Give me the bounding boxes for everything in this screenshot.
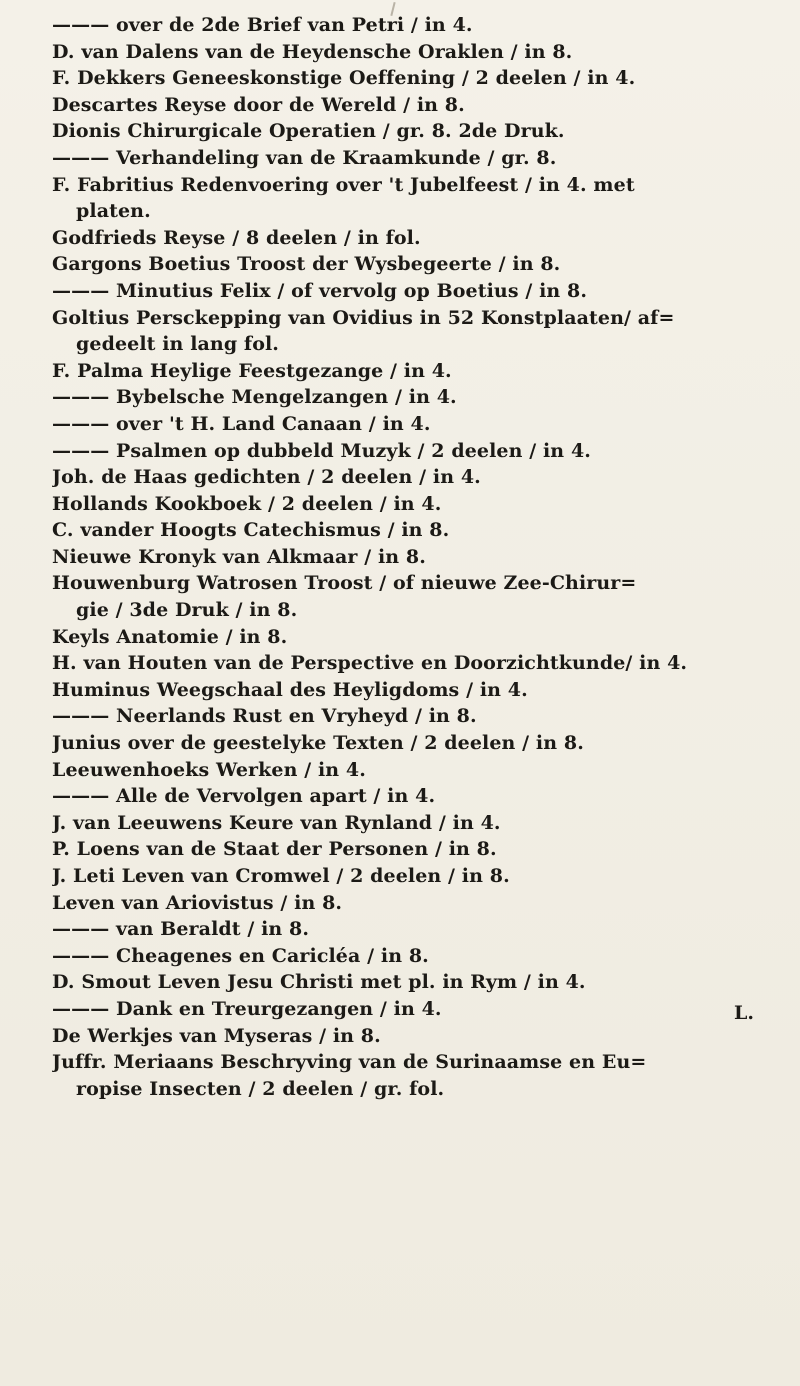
catalog-entry: J. Leti Leven van Cromwel / 2 deelen / in 8. bbox=[52, 865, 510, 887]
catalog-entry: Houwenburg Watrosen Troost / of nieuwe Zee-Chirur= bbox=[52, 572, 637, 595]
catalog-entry: P. Loens van de Staat der Personen / in 8. bbox=[52, 838, 497, 861]
catalog-entry: J. van Leeuwens Keure van Rynland / in 4. bbox=[52, 811, 501, 834]
catalog-entry: D. van Dalens van de Heydensche Oraklen / in 8. bbox=[52, 40, 573, 63]
catalog-entry: Godfrieds Reyse / 8 deelen / in fol. bbox=[52, 226, 421, 249]
catalog-entry: ——— Neerlands Rust en Vryheyd / in 8. bbox=[52, 705, 477, 728]
catalog-entry: Leven van Ariovistus / in 8. bbox=[52, 891, 343, 914]
catalog-entry: Huminus Weegschaal des Heyligdoms / in 4. bbox=[52, 678, 528, 701]
catalog-entry: ——— Alle de Vervolgen apart / in 4. bbox=[52, 785, 436, 808]
catalog-entry: F. Fabritius Redenvoering over 't Jubelfeest / in 4. met bbox=[52, 173, 635, 196]
catalog-entry: gedeelt in lang fol. bbox=[76, 333, 280, 356]
catalog-entry: F. Palma Heylige Feestgezange / in 4. bbox=[52, 359, 452, 382]
catalog-entry: Gargons Boetius Troost der Wysbegeerte / in 8. bbox=[52, 253, 561, 276]
catalog-entry: ——— Verhandeling van de Kraamkunde / gr. 8. bbox=[52, 146, 557, 169]
catalog-entry: Junius over de geestelyke Texten / 2 deelen / in 8. bbox=[52, 732, 584, 755]
catalog-entry: C. vander Hoogts Catechismus / in 8. bbox=[52, 519, 450, 542]
catalog-entry: Juffr. Meriaans Beschryving van de Surinaamse en Eu= bbox=[52, 1051, 647, 1074]
catalog-entry: Descartes Reyse door de Wereld / in 8. bbox=[52, 93, 465, 116]
catalog-entry: ——— van Beraldt / in 8. bbox=[52, 918, 310, 941]
catalog-entry: ropise Insecten / 2 deelen / gr. fol. bbox=[76, 1077, 445, 1100]
catalog-entry: Hollands Kookboek / 2 deelen / in 4. bbox=[52, 492, 442, 515]
catalog-entry: Nieuwe Kronyk van Alkmaar / in 8. bbox=[52, 545, 426, 568]
page-signature: L. bbox=[734, 1002, 754, 1024]
catalog-entry: ——— Cheagenes en Caricléa / in 8. bbox=[52, 944, 429, 967]
catalog-entry: Keyls Anatomie / in 8. bbox=[52, 625, 288, 648]
catalog-list bbox=[52, 12, 764, 1102]
catalog-entry: ——— over de 2de Brief van Petri / in 4. bbox=[52, 14, 473, 36]
catalog-entry: platen. bbox=[76, 200, 151, 223]
catalog-entry: gie / 3de Druk / in 8. bbox=[76, 599, 298, 622]
catalog-entry: ——— Bybelsche Mengelzangen / in 4. bbox=[52, 386, 457, 409]
catalog-entry: ——— Psalmen op dubbeld Muzyk / 2 deelen / in 4. bbox=[52, 439, 591, 462]
catalog-entry: ——— Dank en Treurgezangen / in 4. bbox=[52, 997, 442, 1020]
catalog-entry: H. van Houten van de Perspective en Doorzichtkunde/ in 4. bbox=[52, 652, 688, 675]
catalog-entry: Dionis Chirurgicale Operatien / gr. 8. 2de Druk. bbox=[52, 120, 565, 143]
catalog-entry: Leeuwenhoeks Werken / in 4. bbox=[52, 758, 366, 781]
catalog-entry: ——— Minutius Felix / of vervolg op Boetius / in 8. bbox=[52, 279, 588, 302]
catalog-entry: D. Smout Leven Jesu Christi met pl. in Rym / in 4. bbox=[52, 971, 586, 994]
catalog-entry: F. Dekkers Geneeskonstige Oeffening / 2 deelen / in 4. bbox=[52, 67, 636, 90]
catalog-entry: ——— over 't H. Land Canaan / in 4. bbox=[52, 412, 431, 435]
catalog-entry: Goltius Persckepping van Ovidius in 52 Konstplaaten/ af= bbox=[52, 306, 675, 329]
catalog-entry: Joh. de Haas gedichten / 2 deelen / in 4. bbox=[52, 466, 481, 489]
catalog-entry: De Werkjes van Myseras / in 8. bbox=[52, 1024, 381, 1047]
